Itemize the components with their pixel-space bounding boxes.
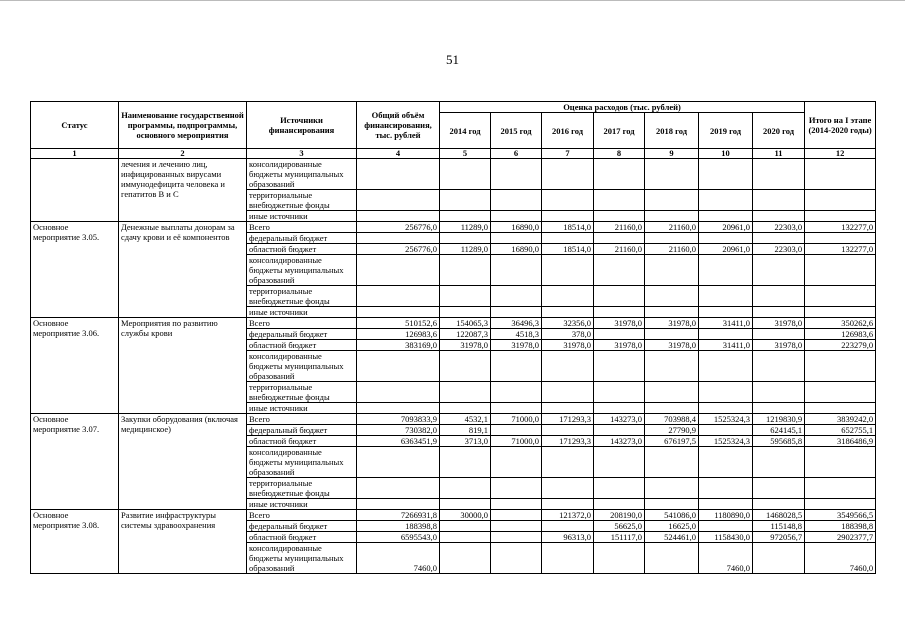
- cell-value: [645, 499, 699, 510]
- cell-value: 126983,6: [805, 329, 876, 340]
- cell-value: [753, 307, 805, 318]
- cell-value: [542, 543, 594, 574]
- cell-value: 71000,0: [491, 436, 542, 447]
- header-total: Общий объём финансирования, тыс. рублей: [357, 102, 440, 149]
- row-source: областной бюджет: [247, 532, 357, 543]
- cell-value: [645, 351, 699, 382]
- cell-value: 171293,3: [542, 436, 594, 447]
- cell-value: [753, 499, 805, 510]
- cell-value: [699, 211, 753, 222]
- cell-value: [699, 190, 753, 211]
- cell-value: 3186486,9: [805, 436, 876, 447]
- cell-value: [594, 447, 645, 478]
- cell-value: 21160,0: [645, 244, 699, 255]
- column-number: 7: [542, 149, 594, 159]
- cell-value: 151117,0: [594, 532, 645, 543]
- row-source: федеральный бюджет: [247, 425, 357, 436]
- cell-value: 121372,0: [542, 510, 594, 521]
- cell-value: 4518,3: [491, 329, 542, 340]
- cell-value: [699, 382, 753, 403]
- cell-value: [491, 190, 542, 211]
- cell-value: [699, 521, 753, 532]
- cell-value: [699, 351, 753, 382]
- cell-value: 132277,0: [805, 222, 876, 233]
- cell-value: [357, 307, 440, 318]
- cell-value: 1468028,5: [753, 510, 805, 521]
- cell-value: [440, 286, 491, 307]
- cell-value: [594, 307, 645, 318]
- cell-value: 171293,3: [542, 414, 594, 425]
- cell-value: [645, 403, 699, 414]
- cell-value: [699, 478, 753, 499]
- cell-value: [594, 351, 645, 382]
- cell-value: [491, 233, 542, 244]
- cell-value: 32356,0: [542, 318, 594, 329]
- cell-value: [542, 233, 594, 244]
- cell-value: 22303,0: [753, 222, 805, 233]
- header-year: 2015 год: [491, 113, 542, 149]
- row-source: иные источники: [247, 307, 357, 318]
- cell-value: [645, 190, 699, 211]
- column-number: 4: [357, 149, 440, 159]
- cell-value: 7460,0: [805, 543, 876, 574]
- cell-value: [440, 478, 491, 499]
- cell-value: [542, 307, 594, 318]
- cell-value: 676197,5: [645, 436, 699, 447]
- row-source: Всего: [247, 510, 357, 521]
- row-source: консолидированные бюджеты муниципальных образований: [247, 543, 357, 574]
- page-number: 51: [446, 52, 459, 67]
- row-status: Основное мероприятие 3.06.: [31, 318, 119, 414]
- cell-value: [440, 403, 491, 414]
- cell-value: 20961,0: [699, 244, 753, 255]
- cell-value: 143273,0: [594, 414, 645, 425]
- cell-value: [699, 499, 753, 510]
- cell-value: 31411,0: [699, 318, 753, 329]
- cell-value: [753, 159, 805, 190]
- cell-value: [699, 403, 753, 414]
- cell-value: 1180890,0: [699, 510, 753, 521]
- cell-value: 31978,0: [594, 340, 645, 351]
- cell-value: [594, 425, 645, 436]
- cell-value: 21160,0: [645, 222, 699, 233]
- column-number: 11: [753, 149, 805, 159]
- column-number: 1: [31, 149, 119, 159]
- header-year: 2017 год: [594, 113, 645, 149]
- row-source: областной бюджет: [247, 436, 357, 447]
- row-status: Основное мероприятие 3.08.: [31, 510, 119, 574]
- cell-value: [753, 382, 805, 403]
- cell-value: 524461,0: [645, 532, 699, 543]
- row-source: консолидированные бюджеты муниципальных образований: [247, 255, 357, 286]
- cell-value: [594, 286, 645, 307]
- cell-value: [594, 478, 645, 499]
- row-source: областной бюджет: [247, 340, 357, 351]
- cell-value: 21160,0: [594, 244, 645, 255]
- cell-value: 71000,0: [491, 414, 542, 425]
- cell-value: [699, 255, 753, 286]
- cell-value: [440, 159, 491, 190]
- top-rule: [0, 0, 905, 1]
- cell-value: [491, 447, 542, 478]
- cell-value: [542, 159, 594, 190]
- cell-value: [699, 233, 753, 244]
- column-number: 8: [594, 149, 645, 159]
- row-source: консолидированные бюджеты муниципальных образований: [247, 159, 357, 190]
- row-source: консолидированные бюджеты муниципальных образований: [247, 351, 357, 382]
- cell-value: [440, 382, 491, 403]
- cell-value: [699, 286, 753, 307]
- cell-value: 652755,1: [805, 425, 876, 436]
- cell-value: [594, 329, 645, 340]
- cell-value: 7460,0: [699, 543, 753, 574]
- table-row: [31, 414, 876, 425]
- cell-value: [594, 255, 645, 286]
- cell-value: 378,0: [542, 329, 594, 340]
- cell-value: [805, 286, 876, 307]
- header-year: 2018 год: [645, 113, 699, 149]
- cell-value: [491, 211, 542, 222]
- row-source: Всего: [247, 414, 357, 425]
- cell-value: [805, 190, 876, 211]
- cell-value: 31978,0: [542, 340, 594, 351]
- cell-value: 31978,0: [645, 340, 699, 351]
- cell-value: [357, 382, 440, 403]
- row-source: территориальные внебюджетные фонды: [247, 286, 357, 307]
- cell-value: [491, 510, 542, 521]
- cell-value: [357, 286, 440, 307]
- cell-value: [645, 478, 699, 499]
- cell-value: 256776,0: [357, 244, 440, 255]
- cell-value: [357, 447, 440, 478]
- column-number: 10: [699, 149, 753, 159]
- cell-value: [753, 478, 805, 499]
- cell-value: 36496,3: [491, 318, 542, 329]
- cell-value: 6595543,0: [357, 532, 440, 543]
- cell-value: [594, 543, 645, 574]
- cell-value: 2902377,7: [805, 532, 876, 543]
- cell-value: [645, 447, 699, 478]
- cell-value: 143273,0: [594, 436, 645, 447]
- cell-value: [805, 159, 876, 190]
- cell-value: [440, 532, 491, 543]
- row-source: Всего: [247, 318, 357, 329]
- header-year: 2019 год: [699, 113, 753, 149]
- cell-value: 126983,6: [357, 329, 440, 340]
- cell-value: [645, 255, 699, 286]
- row-source: территориальные внебюджетные фонды: [247, 478, 357, 499]
- cell-value: [594, 190, 645, 211]
- cell-value: [805, 211, 876, 222]
- cell-value: [645, 286, 699, 307]
- cell-value: [542, 478, 594, 499]
- cell-value: [645, 233, 699, 244]
- cell-value: [699, 447, 753, 478]
- cell-value: [440, 307, 491, 318]
- table-row: [31, 510, 876, 521]
- column-number-row: [31, 149, 876, 159]
- row-source: иные источники: [247, 211, 357, 222]
- cell-value: 1219830,9: [753, 414, 805, 425]
- cell-value: [645, 211, 699, 222]
- row-source: иные источники: [247, 499, 357, 510]
- cell-value: 16890,0: [491, 244, 542, 255]
- cell-value: [440, 543, 491, 574]
- cell-value: [491, 159, 542, 190]
- cell-value: [440, 233, 491, 244]
- column-number: 9: [645, 149, 699, 159]
- cell-value: [491, 543, 542, 574]
- cell-value: [594, 499, 645, 510]
- cell-value: 3549566,5: [805, 510, 876, 521]
- cell-value: [753, 255, 805, 286]
- cell-value: 16890,0: [491, 222, 542, 233]
- cell-value: [357, 190, 440, 211]
- cell-value: [805, 307, 876, 318]
- cell-value: 30000,0: [440, 510, 491, 521]
- cell-value: 7460,0: [357, 543, 440, 574]
- cell-value: [491, 532, 542, 543]
- cell-value: [491, 499, 542, 510]
- cell-value: 31978,0: [645, 318, 699, 329]
- cell-value: [491, 425, 542, 436]
- row-name: Развитие инфраструктуры системы здравоохранения: [119, 510, 247, 574]
- cell-value: 223279,0: [805, 340, 876, 351]
- cell-value: [594, 211, 645, 222]
- cell-value: 350262,6: [805, 318, 876, 329]
- cell-value: 31978,0: [594, 318, 645, 329]
- cell-value: [805, 233, 876, 244]
- row-name: Мероприятия по развитию службы крови: [119, 318, 247, 414]
- column-number: 6: [491, 149, 542, 159]
- cell-value: 7266931,8: [357, 510, 440, 521]
- cell-value: 56625,0: [594, 521, 645, 532]
- cell-value: 730382,0: [357, 425, 440, 436]
- cell-value: [357, 233, 440, 244]
- cell-value: [440, 211, 491, 222]
- cell-value: 1158430,0: [699, 532, 753, 543]
- cell-value: [491, 403, 542, 414]
- table-row: [31, 159, 876, 190]
- column-number: 2: [119, 149, 247, 159]
- cell-value: [645, 329, 699, 340]
- cell-value: [805, 447, 876, 478]
- cell-value: [440, 499, 491, 510]
- cell-value: [440, 255, 491, 286]
- cell-value: 154065,3: [440, 318, 491, 329]
- cell-value: [542, 403, 594, 414]
- row-name: лечения и лечению лиц, инфицированных вирусами иммунодефицита человека и гепатитов В и С: [119, 159, 247, 222]
- cell-value: 3713,0: [440, 436, 491, 447]
- cell-value: [542, 190, 594, 211]
- cell-value: [357, 211, 440, 222]
- cell-value: 31411,0: [699, 340, 753, 351]
- row-source: территориальные внебюджетные фонды: [247, 382, 357, 403]
- header-year: 2014 год: [440, 113, 491, 149]
- cell-value: [645, 159, 699, 190]
- cell-value: [753, 329, 805, 340]
- cell-value: [440, 351, 491, 382]
- cell-value: [491, 382, 542, 403]
- row-source: федеральный бюджет: [247, 329, 357, 340]
- cell-value: [645, 382, 699, 403]
- cell-value: 541086,0: [645, 510, 699, 521]
- cell-value: [357, 403, 440, 414]
- cell-value: [491, 521, 542, 532]
- budget-table: [30, 101, 876, 574]
- header-sources: Источники финансирования: [247, 102, 357, 149]
- row-source: иные источники: [247, 403, 357, 414]
- cell-value: [357, 255, 440, 286]
- cell-value: [440, 190, 491, 211]
- cell-value: [594, 403, 645, 414]
- row-source: федеральный бюджет: [247, 521, 357, 532]
- cell-value: [491, 286, 542, 307]
- cell-value: 188398,8: [805, 521, 876, 532]
- cell-value: 31978,0: [753, 318, 805, 329]
- cell-value: 16625,0: [645, 521, 699, 532]
- cell-value: [542, 521, 594, 532]
- cell-value: [753, 190, 805, 211]
- cell-value: [699, 329, 753, 340]
- cell-value: 31978,0: [753, 340, 805, 351]
- cell-value: [699, 159, 753, 190]
- cell-value: [805, 499, 876, 510]
- cell-value: 22303,0: [753, 244, 805, 255]
- header-status: Статус: [31, 102, 119, 149]
- cell-value: [542, 351, 594, 382]
- cell-value: 1525324,3: [699, 436, 753, 447]
- cell-value: 510152,6: [357, 318, 440, 329]
- cell-value: [357, 499, 440, 510]
- row-source: консолидированные бюджеты муниципальных образований: [247, 447, 357, 478]
- cell-value: [753, 447, 805, 478]
- budget-table-sheet: [30, 101, 875, 574]
- cell-value: 27790,9: [645, 425, 699, 436]
- cell-value: [440, 447, 491, 478]
- cell-value: [357, 478, 440, 499]
- table-row: [31, 318, 876, 329]
- cell-value: 96313,0: [542, 532, 594, 543]
- cell-value: [753, 351, 805, 382]
- cell-value: [357, 159, 440, 190]
- cell-value: [594, 382, 645, 403]
- table-body: [31, 159, 876, 574]
- row-source: территориальные внебюджетные фонды: [247, 190, 357, 211]
- cell-value: [491, 255, 542, 286]
- cell-value: [645, 543, 699, 574]
- header-estimate: Оценка расходов (тыс. рублей): [440, 102, 805, 113]
- row-source: областной бюджет: [247, 244, 357, 255]
- cell-value: 11289,0: [440, 244, 491, 255]
- cell-value: [542, 255, 594, 286]
- cell-value: [805, 478, 876, 499]
- cell-value: [753, 286, 805, 307]
- cell-value: 972056,7: [753, 532, 805, 543]
- column-number: 5: [440, 149, 491, 159]
- cell-value: 6363451,9: [357, 436, 440, 447]
- cell-value: [753, 403, 805, 414]
- cell-value: 7093833,9: [357, 414, 440, 425]
- row-status: [31, 159, 119, 222]
- row-status: Основное мероприятие 3.07.: [31, 414, 119, 510]
- cell-value: [805, 403, 876, 414]
- cell-value: 703988,4: [645, 414, 699, 425]
- cell-value: [542, 447, 594, 478]
- cell-value: [805, 382, 876, 403]
- cell-value: [753, 211, 805, 222]
- cell-value: [491, 351, 542, 382]
- cell-value: [594, 159, 645, 190]
- table-header: [31, 102, 876, 159]
- cell-value: 18514,0: [542, 222, 594, 233]
- cell-value: 624145,1: [753, 425, 805, 436]
- cell-value: 31978,0: [440, 340, 491, 351]
- cell-value: [805, 255, 876, 286]
- cell-value: 595685,8: [753, 436, 805, 447]
- cell-value: 819,1: [440, 425, 491, 436]
- row-status: Основное мероприятие 3.05.: [31, 222, 119, 318]
- cell-value: 188398,8: [357, 521, 440, 532]
- cell-value: [542, 499, 594, 510]
- header-year: 2020 год: [753, 113, 805, 149]
- row-name: Денежные выплаты донорам за сдачу крови и её компонентов: [119, 222, 247, 318]
- cell-value: 31978,0: [491, 340, 542, 351]
- cell-value: [753, 543, 805, 574]
- row-name: Закупки оборудования (включая медицинское): [119, 414, 247, 510]
- cell-value: [542, 211, 594, 222]
- cell-value: [542, 286, 594, 307]
- header-itogo: Итого на I этапе (2014-2020 годы): [805, 102, 876, 149]
- cell-value: [699, 425, 753, 436]
- cell-value: 122087,3: [440, 329, 491, 340]
- header-year: 2016 год: [542, 113, 594, 149]
- cell-value: 3839242,0: [805, 414, 876, 425]
- cell-value: [542, 382, 594, 403]
- cell-value: [699, 307, 753, 318]
- cell-value: 4532,1: [440, 414, 491, 425]
- cell-value: 115148,8: [753, 521, 805, 532]
- cell-value: [440, 521, 491, 532]
- cell-value: 1525324,3: [699, 414, 753, 425]
- cell-value: [491, 307, 542, 318]
- cell-value: [542, 425, 594, 436]
- cell-value: [645, 307, 699, 318]
- row-source: федеральный бюджет: [247, 233, 357, 244]
- table-row: [31, 222, 876, 233]
- cell-value: 132277,0: [805, 244, 876, 255]
- cell-value: [491, 478, 542, 499]
- column-number: 12: [805, 149, 876, 159]
- cell-value: 18514,0: [542, 244, 594, 255]
- row-source: Всего: [247, 222, 357, 233]
- cell-value: 208190,0: [594, 510, 645, 521]
- cell-value: 20961,0: [699, 222, 753, 233]
- cell-value: [357, 351, 440, 382]
- header-name: Наименование государственной программы, подпрограммы, основного мероприятия: [119, 102, 247, 149]
- cell-value: [753, 233, 805, 244]
- column-number: 3: [247, 149, 357, 159]
- cell-value: 21160,0: [594, 222, 645, 233]
- cell-value: 383169,0: [357, 340, 440, 351]
- cell-value: [594, 233, 645, 244]
- cell-value: 256776,0: [357, 222, 440, 233]
- cell-value: 11289,0: [440, 222, 491, 233]
- cell-value: [805, 351, 876, 382]
